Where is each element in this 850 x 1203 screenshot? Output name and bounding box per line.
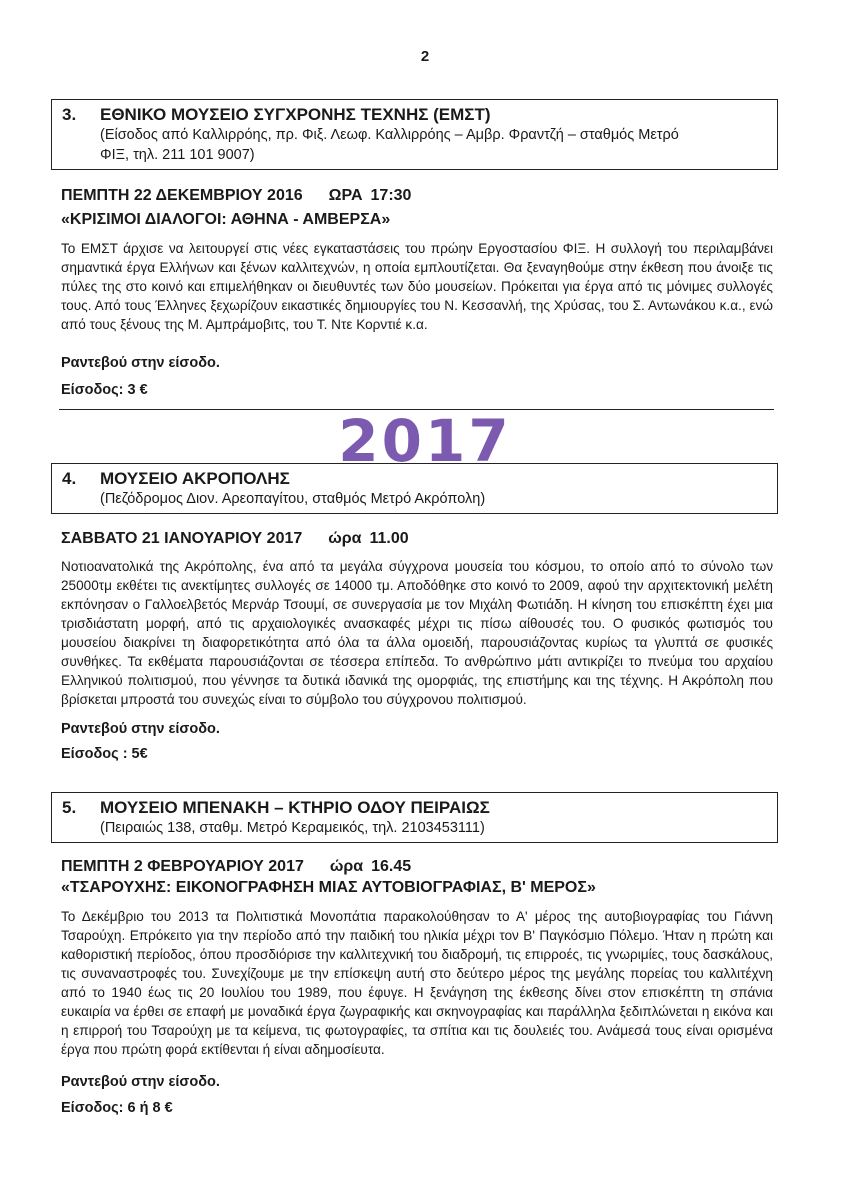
meeting-point: Ραντεβού στην είσοδο. [61, 355, 220, 371]
event-title: «ΚΡΙΣΙΜΟΙ ΔΙΑΛΟΓΟΙ: ΑΘΗΝΑ - ΑΜΒΕΡΣΑ» [61, 211, 391, 228]
year-banner: 2017 [338, 407, 512, 475]
venue-address-line: (Πειραιώς 138, σταθμ. Μετρό Κεραμεικός, τηλ. 2103453111) [100, 820, 485, 836]
event-title: «ΤΣΑΡΟΥΧΗΣ: ΕΙΚΟΝΟΓΡΑΦΗΣΗ ΜΙΑΣ ΑΥΤΟΒΙΟΓΡΑΦΙΑΣ, Β' ΜΕΡΟΣ» [61, 879, 596, 896]
event-time: 16.45 [371, 858, 412, 875]
event-time-label: ώρα [329, 858, 364, 875]
venue-number: 5. [62, 798, 77, 817]
event-date-line [61, 857, 411, 877]
event-date-line [61, 529, 409, 549]
event-time: 11.00 [369, 530, 409, 547]
event-description: Το ΕΜΣΤ άρχισε να λειτουργεί στις νέες εγκαταστάσεις του πρώην Εργοστασίου ΦΙΞ. Η συλλογή του περιλαμβάνει σημαντικά έργα Ελλήνων και ξένων καλλιτεχνών, η οποία εμπλουτίζεται. Θα ξεναγηθούμε στην έκθεση που άνοιξε τις πύλες της στο κοινό και επιμελήθηκαν οι διευθυντές των δύο μουσείων. Πρόκειται για έργα από τις μόνιμες συλλογές τους. Από τους Έλληνες ξεχωρίζουν εικαστικές δημιουργίες του Ν. Κεσσανλή, της Χρύσας, του Σ. Αντωνάκου κ.α., ενώ από τους ξένους της Μ. Αμπράμοβιτς, του Τ. Ντε Κορντιέ κ.α. [61, 241, 773, 332]
venue-box-benaki-museum [51, 792, 778, 843]
venue-name: ΜΟΥΣΕΙΟ ΑΚΡΟΠΟΛΗΣ [100, 469, 290, 488]
entrance-fee: Είσοδος : 5€ [61, 746, 148, 762]
event-description: Νοτιοανατολικά της Ακρόπολης, ένα από τα μεγάλα σύγχρονα μουσεία του κόσμου, το οποίο από το σύνολο των 25000τμ εκθέτει τις ανεκτίμητες συλλογές σε 14000 τμ. Αποδόθηκε στο κοινό το 2009, αφού την αρχιτεκτονική μελέτη εκπόνησαν ο Γαλλοελβετός Μερνάρ Τσουμί, σε συνεργασία με τον Μιχάλη Φωτιάδη. Η κίνηση του επισκέπτη έχει μια τρισδιάστατη μορφή, από τις αρχαιολογικές ανασκαφές μέχρι τις πίσω αίθουσές του. Ο φυσικός φωτισμός του μουσείου διακρίνει τη διαφορετικότητα από όλα τα άλλα ομοειδή, παρουσιάζοντας κυρίως τα γλυπτά σε φυσικές συνθήκες. Τα εκθέματα παρουσιάζονται σε τέσσερα επίπεδα. Το ανθρώπινο μάτι αντικρίζει το πνεύμα του αρχαίου Ελληνικού πολιτισμού, που γέννησε τα δυτικά ιδανικά της ομορφιάς, της επιστήμης και της τέχνης. Η Ακρόπολη που βρίσκεται μπροστά του συνεχώς είναι το σύμβολο του σύγχρονου πολιτισμού. [61, 559, 773, 707]
event-description: Το Δεκέμβριο του 2013 τα Πολιτιστικά Μονοπάτια παρακολούθησαν το Α' μέρος της αυτοβιογραφίας του Γιάννη Τσαρούχη. Επρόκειτο για την περίοδο από την παιδική του ηλικία μέχρι τον Β' Παγκόσμιο Πόλεμο. Ήταν η πρώτη και καθοριστική περίοδος, όπου προσδιόρισε την καλλιτεχνική του διαδρομή, τις επιρροές, τις γνωριμίες, τους δασκάλους, τις συναναστροφές του. Συνεχίζουμε με την επίσκεψη αυτή στο δεύτερο μέρος της μεγάλης πορείας του καλλιτέχνη από το 1940 έως τις 20 Ιουλίου του 1989, που έφυγε. Η ξενάγηση της έκθεσης δίνει στον επισκέπτη τη σπάνια ευκαιρία να έρθει σε επαφή με μοναδικά έργα ζωγραφικής και σκηνογραφίας και παράλληλα ξεδιπλώνεται η εικόνα και η επιρροή του Τσαρούχη με τα κείμενα, τις φωτογραφίες, τα σπίτια και τις δουλειές του. Ανάμεσά τους είναι ορισμένα έργα που πρώτη φορά εκτίθενται ή είναι αδημοσίευτα. [61, 909, 773, 1057]
venue-box-acropolis-museum [51, 463, 778, 514]
event-time: 17:30 [370, 187, 412, 204]
page-number: 2 [420, 48, 430, 65]
venue-address-line: (Είσοδος από Καλλιρρόης, πρ. Φιξ. Λεωφ. Καλλιρρόης – Αμβρ. Φραντζή – σταθμός Μετρό [100, 127, 679, 143]
venue-address-line: ΦΙΞ, τηλ. 211 101 9007) [100, 147, 255, 163]
venue-address-line: (Πεζόδρομος Διον. Αρεοπαγίτου, σταθμός Μετρό Ακρόπολη) [100, 491, 486, 507]
venue-number: 3. [62, 105, 77, 124]
event-date: ΠΕΜΠΤΗ 22 ΔΕΚΕΜΒΡΙΟΥ 2016 [61, 187, 303, 204]
event-time-label: ώρα [328, 530, 362, 547]
event-date-line [61, 186, 411, 206]
meeting-point: Ραντεβού στην είσοδο. [61, 1074, 220, 1090]
venue-name: ΕΘΝΙΚΟ ΜΟΥΣΕΙΟ ΣΥΓΧΡΟΝΗΣ ΤΕΧΝΗΣ (ΕΜΣΤ) [100, 105, 491, 124]
meeting-point: Ραντεβού στην είσοδο. [61, 721, 220, 737]
event-date: ΣΑΒΒΑΤΟ 21 ΙΑΝΟΥΑΡΙΟΥ 2017 [61, 530, 303, 547]
entrance-fee: Είσοδος: 3 € [61, 382, 148, 398]
entrance-fee: Είσοδος: 6 ή 8 € [61, 1100, 173, 1116]
event-date: ΠΕΜΠΤΗ 2 ΦΕΒΡΟΥΑΡΙΟΥ 2017 [61, 858, 304, 875]
venue-name: ΜΟΥΣΕΙΟ ΜΠΕΝΑΚΗ – ΚΤΗΡΙΟ ΟΔΟΥ ΠΕΙΡΑΙΩΣ [100, 798, 490, 817]
event-time-label: ΩΡΑ [328, 187, 363, 204]
venue-box-emst [51, 99, 778, 170]
venue-number: 4. [62, 469, 77, 488]
